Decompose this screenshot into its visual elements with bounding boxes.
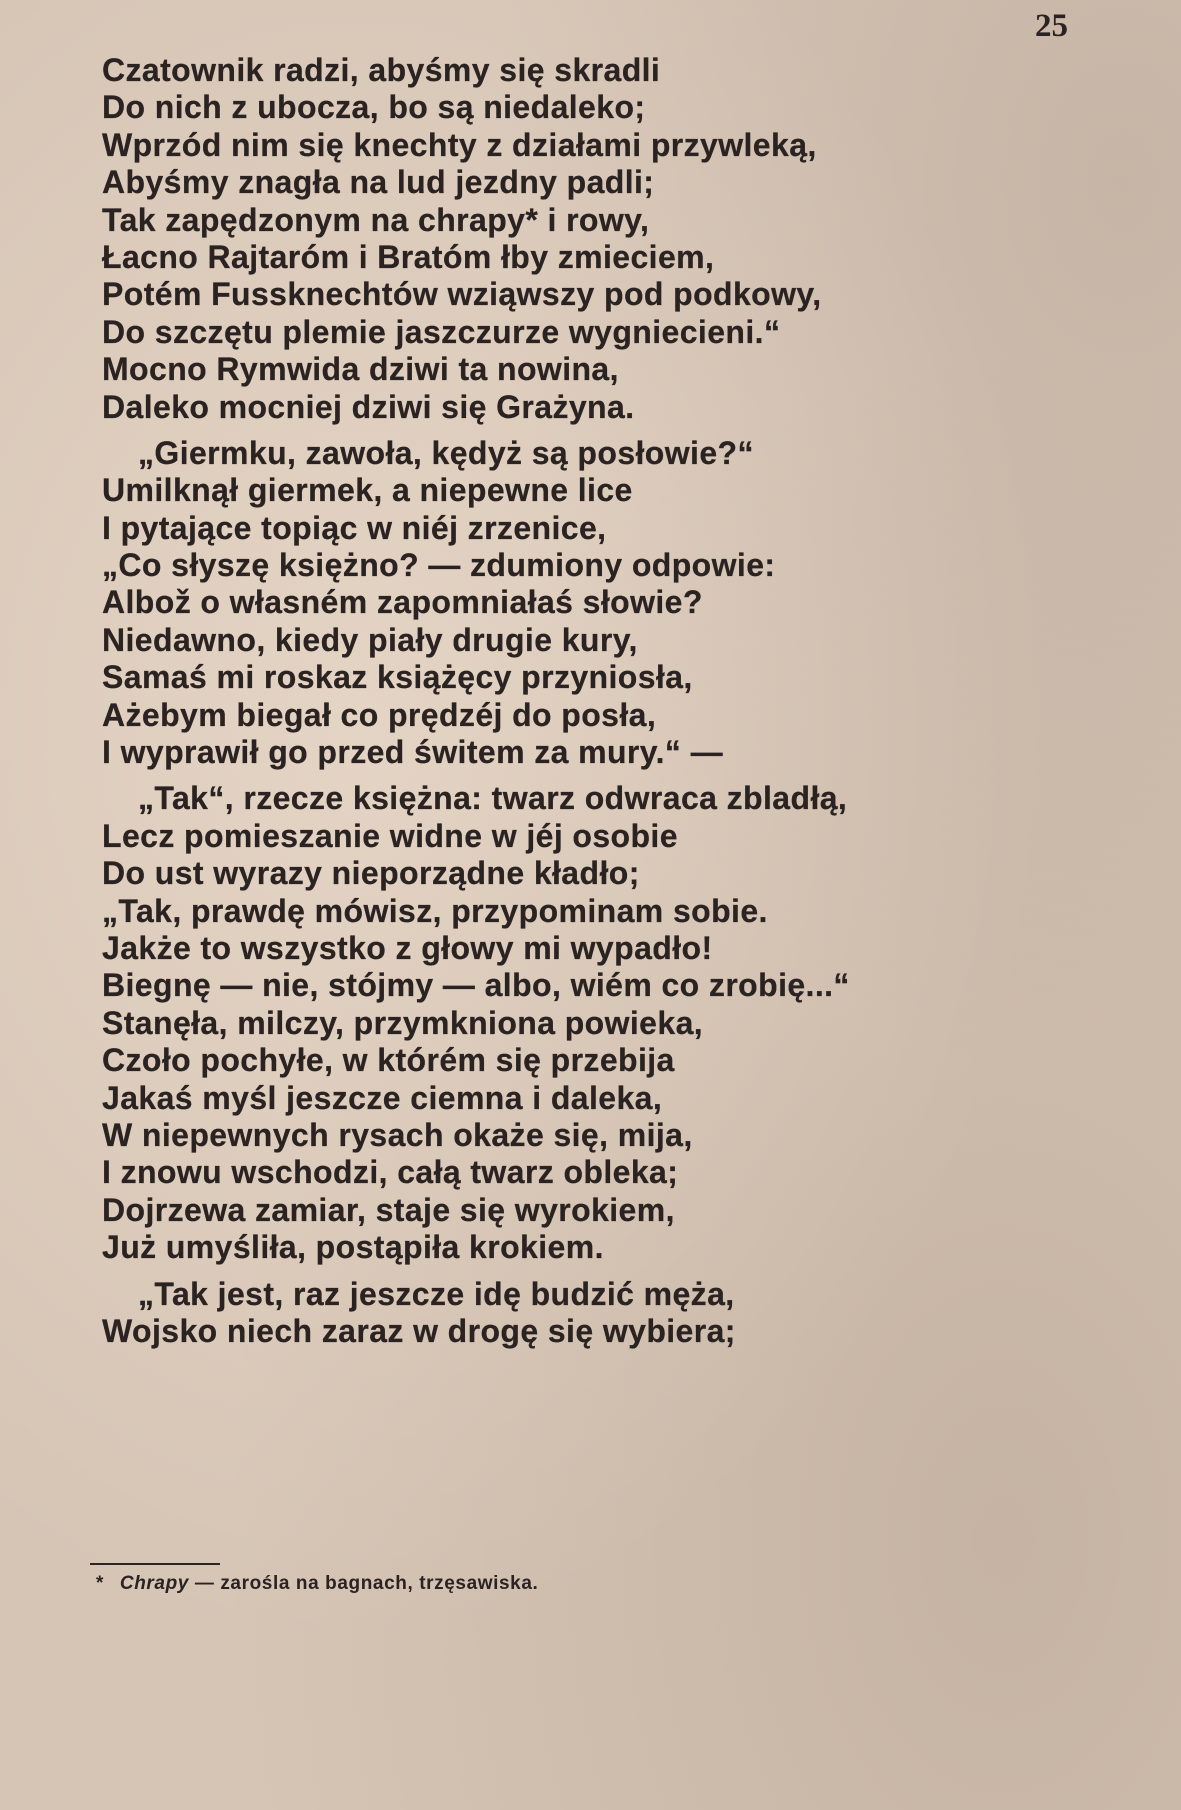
- poem-line: Mocno Rymwida dziwi ta nowina,: [102, 351, 619, 388]
- poem-line: Umilknął giermek, a niepewne lice: [102, 472, 633, 509]
- poem-line: „Tak“, rzecze księżna: twarz odwraca zbladłą,: [138, 780, 848, 817]
- poem-line: Wprzód nim się knechty z działami przywleką,: [102, 126, 817, 163]
- stanza-2: [102, 435, 1162, 772]
- poem-line: Tak zapędzonym na chrapy* i rowy,: [102, 201, 650, 238]
- poem-line: „Tak jest, raz jeszcze idę budzić męża,: [138, 1275, 735, 1312]
- poem-line: Wojsko niech zaraz w drogę się wybiera;: [102, 1312, 736, 1349]
- poem-line: Do nich z ubocza, bo są niedaleko;: [102, 89, 646, 126]
- poem-line: Samaś mi roskaz książęcy przyniosła,: [102, 659, 693, 696]
- poem-line: Lecz pomieszanie widne w jéj osobie: [102, 817, 678, 854]
- poem-line: Jakaś myśl jeszcze ciemna i daleka,: [102, 1079, 663, 1116]
- footnote: [96, 1573, 538, 1595]
- poem-line: Daleko mocniej dziwi się Grażyna.: [102, 388, 635, 425]
- footnote-mark: *: [96, 1573, 104, 1594]
- poem-line: Ażebym biegał co prędzéj do posła,: [102, 696, 657, 733]
- poem-line: Potém Fussknechtów wziąwszy pod podkowy,: [102, 276, 822, 313]
- poem-line: Niedawno, kiedy piały drugie kury,: [102, 621, 638, 658]
- poem-line: Już umyśliła, postąpiła krokiem.: [102, 1229, 604, 1266]
- poem-body: [102, 52, 1162, 1350]
- poem-line: „Tak, prawdę mówisz, przypominam sobie.: [102, 892, 768, 929]
- footnote-term: Chrapy: [119, 1573, 189, 1594]
- footnote-definition: — zarośla na bagnach, trzęsawiska.: [194, 1573, 539, 1594]
- poem-line: Biegnę — nie, stójmy — albo, wiém co zrobię...“: [102, 967, 850, 1004]
- poem-line: Do szczętu plemie jaszczurze wygniecieni.“: [102, 313, 781, 350]
- poem-line: I znowu wschodzi, całą twarz obleka;: [102, 1154, 679, 1191]
- poem-line: Łacno Rajtaróm i Bratóm łby zmieciem,: [102, 238, 715, 275]
- poem-line: Czatownik radzi, abyśmy się skradli: [102, 52, 661, 88]
- poem-line: Jakże to wszystko z głowy mi wypadło!: [102, 929, 713, 966]
- page-number: 25: [1035, 8, 1068, 44]
- poem-line: I wyprawił go przed świtem za mury.“ —: [102, 734, 723, 771]
- poem-line: „Co słyszę księżno? — zdumiony odpowie:: [102, 547, 776, 584]
- poem-line: Stanęła, milczy, przymkniona powieka,: [102, 1004, 704, 1041]
- poem-line: „Giermku, zawoła, kędyż są posłowie?“: [138, 434, 754, 471]
- poem-line: I pytające topiąc w niéj zrzenice,: [102, 509, 607, 546]
- poem-line: W niepewnych rysach okaże się, mija,: [102, 1116, 693, 1153]
- poem-line: Abyśmy znagła na lud jezdny padli;: [102, 164, 655, 201]
- poem-line: Do ust wyrazy nieporządne kładło;: [102, 855, 640, 892]
- stanza-3: [102, 780, 1162, 1266]
- stanza-4: [102, 1276, 1162, 1351]
- poem-line: Dojrzewa zamiar, staje się wyrokiem,: [102, 1191, 675, 1228]
- stanza-1: [102, 52, 1162, 426]
- footnote-divider: [90, 1563, 220, 1565]
- poem-line: Czoło pochyłe, w którém się przebija: [102, 1042, 675, 1079]
- poem-line: Albož o własném zapomniałaś słowie?: [102, 584, 703, 621]
